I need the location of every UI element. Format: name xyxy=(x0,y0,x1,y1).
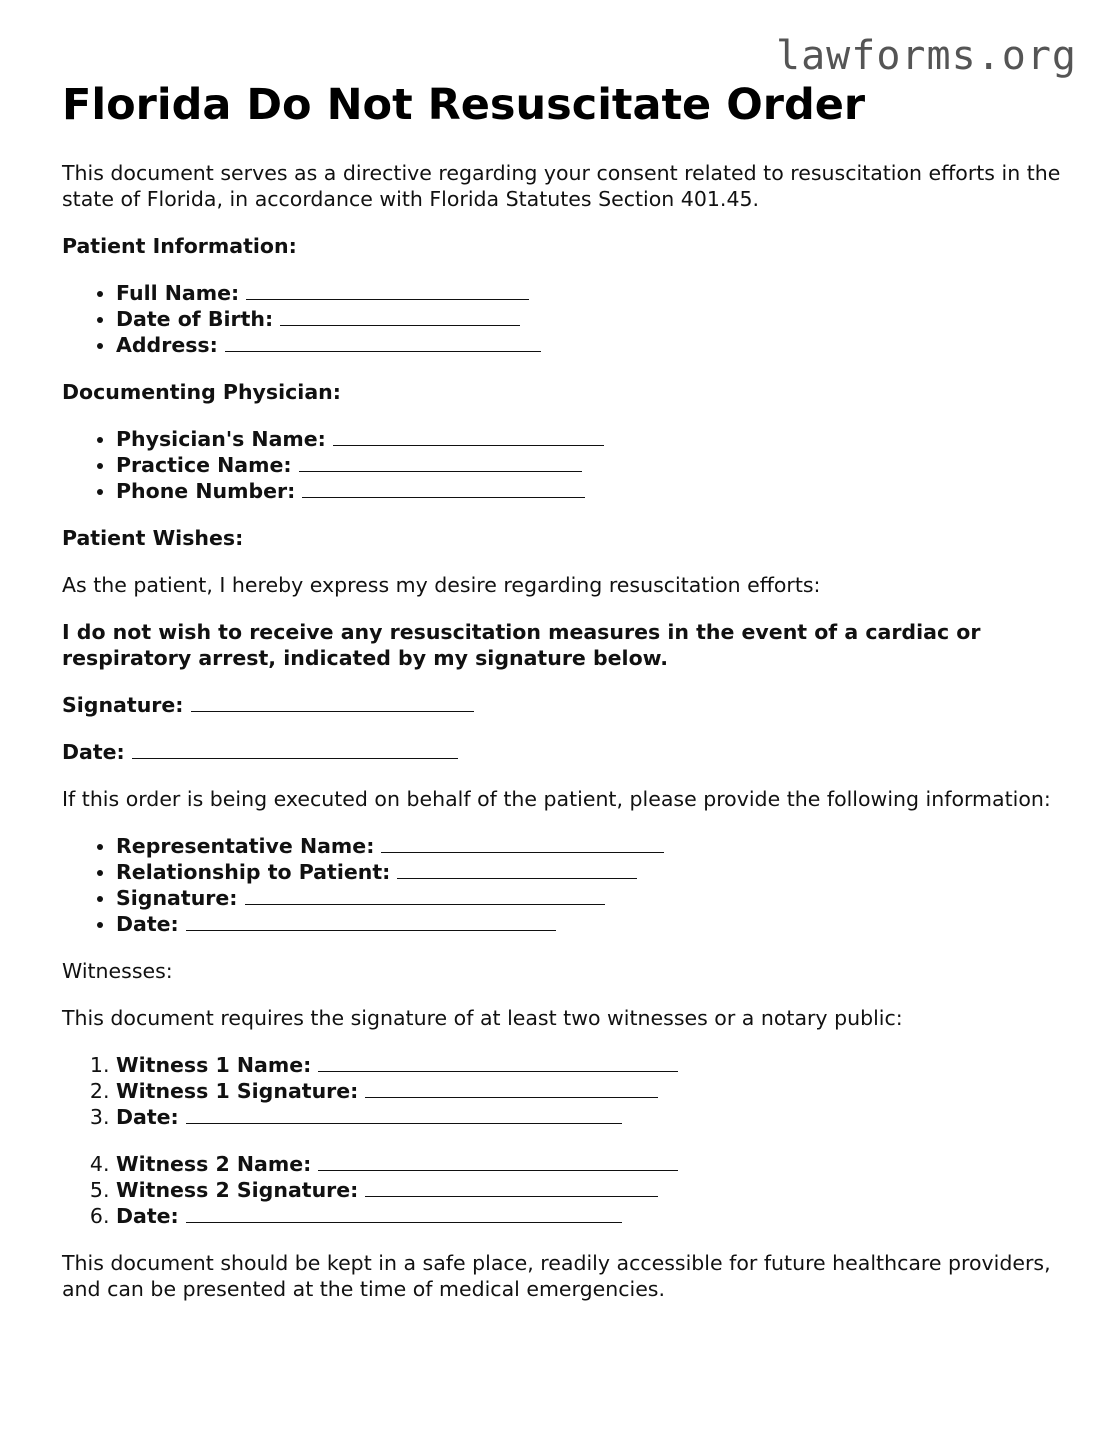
witness-2-date-blank[interactable] xyxy=(186,1204,622,1223)
field-label-witness-2-signature: Witness 2 Signature: xyxy=(116,1178,359,1202)
physician-list xyxy=(62,426,1062,504)
patient-signature-line xyxy=(62,692,1062,718)
field-label-witness-1-date: Date: xyxy=(116,1105,179,1129)
field-label-rep-date: Date: xyxy=(116,912,179,936)
representative-list xyxy=(62,833,1062,937)
list-item xyxy=(116,452,1062,478)
field-label-practice-name: Practice Name: xyxy=(116,453,292,477)
patient-info-list xyxy=(62,280,1062,358)
rep-signature-blank[interactable] xyxy=(245,886,605,905)
document-page xyxy=(62,78,1062,1302)
list-item xyxy=(116,332,1062,358)
witness-2-name-blank[interactable] xyxy=(318,1152,678,1171)
field-label-rep-signature: Signature: xyxy=(116,886,238,910)
document-title: Florida Do Not Resuscitate Order xyxy=(62,80,866,130)
list-item xyxy=(116,1078,1062,1104)
field-label-date-of-birth: Date of Birth: xyxy=(116,307,274,331)
field-label-phone-number: Phone Number: xyxy=(116,479,296,503)
full-name-blank[interactable] xyxy=(246,281,529,300)
list-item xyxy=(116,1104,1062,1130)
phone-number-blank[interactable] xyxy=(302,479,585,498)
list-item xyxy=(116,280,1062,306)
list-item xyxy=(116,306,1062,332)
list-item xyxy=(116,426,1062,452)
field-label-signature: Signature: xyxy=(62,693,184,717)
address-blank[interactable] xyxy=(225,333,541,352)
list-item xyxy=(116,1052,1062,1078)
field-label-address: Address: xyxy=(116,333,218,357)
field-label-witness-1-signature: Witness 1 Signature: xyxy=(116,1079,359,1103)
field-label-representative-name: Representative Name: xyxy=(116,834,375,858)
field-label-date: Date: xyxy=(62,740,125,764)
patient-wishes-heading: Patient Wishes: xyxy=(62,526,244,550)
list-item xyxy=(116,1203,1062,1229)
list-item xyxy=(116,859,1062,885)
rep-date-blank[interactable] xyxy=(186,912,556,931)
list-item xyxy=(116,1151,1062,1177)
representative-intro: If this order is being executed on behalf of the patient, please provide the following information: xyxy=(62,787,1051,811)
witness-1-list xyxy=(62,1052,1062,1130)
witnesses-heading: Witnesses: xyxy=(62,959,173,983)
practice-name-blank[interactable] xyxy=(299,453,582,472)
witness-1-signature-blank[interactable] xyxy=(365,1079,658,1098)
list-item xyxy=(116,833,1062,859)
date-of-birth-blank[interactable] xyxy=(280,307,520,326)
patient-date-line xyxy=(62,739,1062,765)
field-label-witness-2-name: Witness 2 Name: xyxy=(116,1152,312,1176)
patient-signature-blank[interactable] xyxy=(191,693,474,712)
witness-2-list xyxy=(62,1151,1062,1229)
representative-name-blank[interactable] xyxy=(381,834,664,853)
patient-date-blank[interactable] xyxy=(132,740,458,759)
witness-1-name-blank[interactable] xyxy=(318,1053,678,1072)
physician-heading: Documenting Physician: xyxy=(62,380,341,404)
witness-1-date-blank[interactable] xyxy=(186,1105,622,1124)
list-item xyxy=(116,478,1062,504)
list-item xyxy=(116,911,1062,937)
field-label-witness-1-name: Witness 1 Name: xyxy=(116,1053,312,1077)
wishes-statement: As the patient, I hereby express my desire regarding resuscitation efforts: xyxy=(62,573,821,597)
lawforms-watermark: lawforms.org xyxy=(776,33,1077,79)
patient-info-heading: Patient Information: xyxy=(62,234,297,258)
list-item xyxy=(116,1177,1062,1203)
wishes-declaration: I do not wish to receive any resuscitation measures in the event of a cardiac or respiratory arrest, indicated by my signature below. xyxy=(62,620,981,670)
field-label-physician-name: Physician's Name: xyxy=(116,427,326,451)
relationship-blank[interactable] xyxy=(397,860,637,879)
witnesses-intro: This document requires the signature of at least two witnesses or a notary public: xyxy=(62,1006,903,1030)
field-label-witness-2-date: Date: xyxy=(116,1204,179,1228)
field-label-full-name: Full Name: xyxy=(116,281,240,305)
closing-paragraph: This document should be kept in a safe place, readily accessible for future healthcare providers, and can be presented at the time of medical emergencies. xyxy=(62,1251,1051,1301)
witness-2-signature-blank[interactable] xyxy=(365,1178,658,1197)
physician-name-blank[interactable] xyxy=(333,427,604,446)
intro-paragraph: This document serves as a directive regarding your consent related to resuscitation efforts in the state of Florida, in accordance with Florida Statutes Section 401.45. xyxy=(62,161,1061,211)
list-item xyxy=(116,885,1062,911)
field-label-relationship: Relationship to Patient: xyxy=(116,860,391,884)
